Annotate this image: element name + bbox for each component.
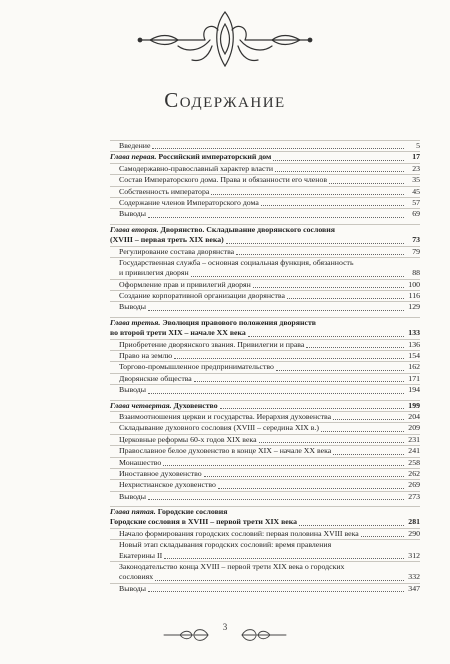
toc-entry-text [110,280,251,290]
toc-entry-text [110,469,202,479]
toc-entry-text [110,458,161,468]
toc-page-number: 204 [408,411,420,421]
toc-page-number: 88 [412,268,420,278]
toc-entry-text [110,507,228,517]
toc-entry-text [110,235,224,245]
toc-page-number: 129 [408,302,420,312]
toc-item-row[interactable] [110,491,420,502]
toc-entry-title: Православное белое духовенство в конце XIX – начале XX века [119,446,332,456]
toc-entry-text [110,572,153,582]
toc-entry-text [110,209,146,219]
toc-item-row[interactable] [110,528,420,539]
toc-page-number: 262 [408,468,420,478]
toc-entry-title: Церковные реформы 60-х годов XIX века [119,434,257,444]
toc-item-row[interactable] [110,561,420,572]
toc-item-row[interactable] [110,339,420,350]
toc-entry-title: (XVIII – первая треть XIX века) [110,235,224,245]
page-title: Содержание [164,88,286,112]
toc-entry-title: Введение [119,140,151,150]
dot-leader [148,393,404,394]
chapter-lead: Глава вторая. [110,224,159,234]
toc-item-row[interactable] [110,434,420,445]
toc-page-number: 209 [408,423,420,433]
toc-page-number: 5 [416,140,420,150]
toc-page-number: 347 [408,583,420,593]
toc-item-row[interactable] [110,551,420,561]
toc-page-number: 281 [408,517,420,527]
toc-page-number: 332 [408,572,420,582]
toc-page-number: 35 [412,175,420,185]
toc-page-number: 231 [408,434,420,444]
toc-item-row[interactable] [110,457,420,468]
toc-entry-text [110,258,354,268]
toc-entry-title: Создание корпоративной организации дворянства [119,291,285,301]
dot-leader [148,499,404,500]
toc-page-number: 23 [412,163,420,173]
toc-page-number: 154 [408,351,420,361]
toc-entry-title: Состав Императорского дома. Права и обязанности его членов [119,175,328,185]
dot-leader [361,536,404,537]
toc-entry-text [110,340,304,350]
toc-entry-title: Российский императорский дом [156,152,272,162]
toc-entry-title: Оформление прав и привилегий дворян [119,279,251,289]
dot-leader [333,454,404,455]
toc-entry-text [110,164,273,174]
toc-item-row[interactable] [110,572,420,582]
toc-page-number: 273 [408,491,420,501]
dot-leader [287,298,404,299]
toc-item-row[interactable] [110,373,420,384]
toc-chapter-row[interactable] [110,224,420,235]
toc-page-number: 45 [412,186,420,196]
dot-leader [148,217,404,218]
toc-entry-title: Дворянство. Складывание дворянского сословия [158,224,335,234]
toc-page-number: 69 [412,209,420,219]
toc-entry-text [110,584,146,594]
toc-entry-title: Нехристианское духовенство [119,480,216,490]
toc-item-row[interactable] [110,197,420,208]
toc-entry-text [110,318,316,328]
table-of-contents [110,140,420,594]
toc-entry-title: Дворянские общества [119,373,192,383]
toc-item-row[interactable] [110,361,420,372]
toc-entry-text [110,198,259,208]
toc-page-number: 79 [412,246,420,256]
toc-page-number: 100 [408,279,420,289]
dot-leader [261,205,404,206]
toc-page-number: 241 [408,446,420,456]
toc-chapter-row[interactable] [110,400,420,411]
toc-entry-text [110,517,297,527]
toc-entry-title: Выводы [119,583,146,593]
toc-item-row[interactable] [110,384,420,395]
dot-leader [155,580,404,581]
toc-chapter-row[interactable] [110,328,420,338]
dot-leader [220,408,404,409]
toc-entry-title: Самодержавно-православный характер власти [119,163,274,173]
toc-page-number: 258 [408,457,420,467]
toc-entry-title: Новый этап складывания городских сословий: время правления [119,540,332,550]
toc-entry-text [110,446,331,456]
toc-page-number: 269 [408,480,420,490]
toc-entry-text [110,401,218,411]
dot-leader [248,336,404,337]
toc-item-row[interactable] [110,539,420,550]
toc-chapter-row[interactable] [110,235,420,245]
dot-leader [273,160,404,161]
dot-leader [236,254,404,255]
toc-entry-text [110,374,192,384]
toc-page-number: 116 [408,291,420,301]
toc-entry-text [110,540,331,550]
toc-entry-title: Выводы [119,209,146,219]
dot-leader [152,148,404,149]
toc-item-row[interactable] [110,186,420,197]
dot-leader [306,347,404,348]
dot-leader [253,287,404,288]
chapter-lead: Глава пятая. [110,507,156,517]
toc-entry-text [110,480,216,490]
toc-entry-text [110,362,274,372]
toc-entry-text [110,385,146,395]
dot-leader [329,183,404,184]
toc-page-number: 199 [408,400,420,410]
dot-leader [163,465,404,466]
dot-leader [226,243,404,244]
toc-entry-title: Выводы [119,302,146,312]
toc-item-row[interactable] [110,290,420,301]
dot-leader [148,591,404,592]
toc-item-row[interactable] [110,583,420,594]
toc-entry-title: сословиях [119,572,154,582]
toc-entry-title: Иноставное духовенство [119,468,202,478]
chapter-lead: Глава первая. [110,152,157,162]
toc-item-row[interactable] [110,411,420,422]
toc-entry-title: Монашество [119,457,162,467]
toc-entry-title: Городские сословия в XVIII – первой трети XIX века [110,517,298,527]
toc-entry-title: Регулирование состава дворянства [119,246,235,256]
toc-page-number: 57 [412,197,420,207]
dot-leader [164,558,404,559]
toc-entry-title: Содержание членов Императорского дома [119,197,259,207]
dot-leader [259,442,404,443]
toc-item-row[interactable] [110,208,420,219]
dot-leader [321,431,404,432]
toc-item-row[interactable] [110,246,420,257]
toc-page-number: 194 [408,385,420,395]
toc-entry-text [110,351,172,361]
page-number: 3 [222,622,228,632]
toc-entry-text [110,175,327,185]
toc-item-row[interactable] [110,257,420,268]
toc-item-row[interactable] [110,140,420,151]
toc-entry-title: Начало формирования городских сословий: первая половина XVIII века [119,528,359,538]
toc-page-number: 133 [408,328,420,338]
toc-entry-text [110,412,331,422]
dot-leader [191,276,404,277]
toc-item-row[interactable] [110,301,420,312]
toc-entry-title: и привилегия дворян [119,268,189,278]
toc-page-number: 136 [408,339,420,349]
toc-entry-text [110,492,146,502]
toc-item-row[interactable] [110,479,420,490]
toc-entry-text [110,247,234,257]
toc-item-row[interactable] [110,174,420,185]
toc-page-number: 290 [408,528,420,538]
toc-page-number: 171 [408,373,420,383]
dot-leader [275,171,404,172]
toc-entry-title: Выводы [119,385,146,395]
dot-leader [194,381,404,382]
toc-entry-text [110,268,189,278]
toc-item-row[interactable] [110,350,420,361]
toc-entry-text [110,302,146,312]
dot-leader [174,358,404,359]
toc-entry-text [110,435,257,445]
dot-leader [204,476,404,477]
toc-entry-title: Законодательство конца XVIII – первой трети XIX века о городских [119,562,345,572]
toc-entry-title: Право на землю [119,351,173,361]
toc-entry-title: Торгово-промышленное предпринимательство [119,362,274,372]
dot-leader [148,310,404,311]
toc-entry-text [110,187,209,197]
dot-leader [333,419,404,420]
dot-leader [299,525,404,526]
toc-item-row[interactable] [110,445,420,456]
toc-chapter-row[interactable] [110,317,420,328]
toc-entry-text [110,152,271,162]
toc-item-row[interactable] [110,268,420,278]
toc-chapter-row[interactable] [110,518,420,528]
toc-entry-text [110,529,359,539]
dot-leader [211,194,404,195]
chapter-lead: Глава четвертая. [110,400,172,410]
toc-entry-title: Городские сословия [155,507,228,517]
chapter-lead: Глава третья. [110,317,161,327]
toc-page-number: 17 [412,152,420,162]
toc-entry-title: Собственность императора [119,186,210,196]
toc-entry-title: Государственная служба – основная социальная функция, обязанность [119,257,354,267]
toc-entry-title: Приобретение дворянского звания. Привилегии и права [119,339,305,349]
toc-page-number: 312 [408,550,420,560]
toc-entry-text [110,328,246,338]
toc-entry-title: Эволюция правового положения дворянств [160,317,316,327]
toc-entry-text [110,225,335,235]
toc-entry-text [110,141,150,151]
toc-entry-title: во второй трети XIX – начале XX века [110,328,246,338]
toc-entry-text [110,423,319,433]
toc-chapter-row[interactable] [110,506,420,517]
toc-entry-text [110,562,344,572]
toc-entry-title: Выводы [119,491,146,501]
toc-entry-text [110,551,162,561]
dot-leader [276,370,404,371]
top-ornament-icon [0,0,450,80]
toc-item-row[interactable] [110,163,420,174]
toc-page-number: 73 [412,235,420,245]
toc-item-row[interactable] [110,468,420,479]
toc-entry-title: Екатерины II [119,550,163,560]
toc-item-row[interactable] [110,279,420,290]
toc-entry-text [110,291,285,301]
toc-chapter-row[interactable] [110,151,420,162]
toc-entry-title: Складывание духовного сословия (XVIII – середина XIX в.) [119,423,319,433]
toc-entry-title: Взаимоотношения церкви и государства. Иерархия духовенства [119,411,332,421]
toc-entry-title: Духовенство [171,400,218,410]
toc-page-number: 162 [408,362,420,372]
toc-item-row[interactable] [110,422,420,433]
dot-leader [218,488,404,489]
